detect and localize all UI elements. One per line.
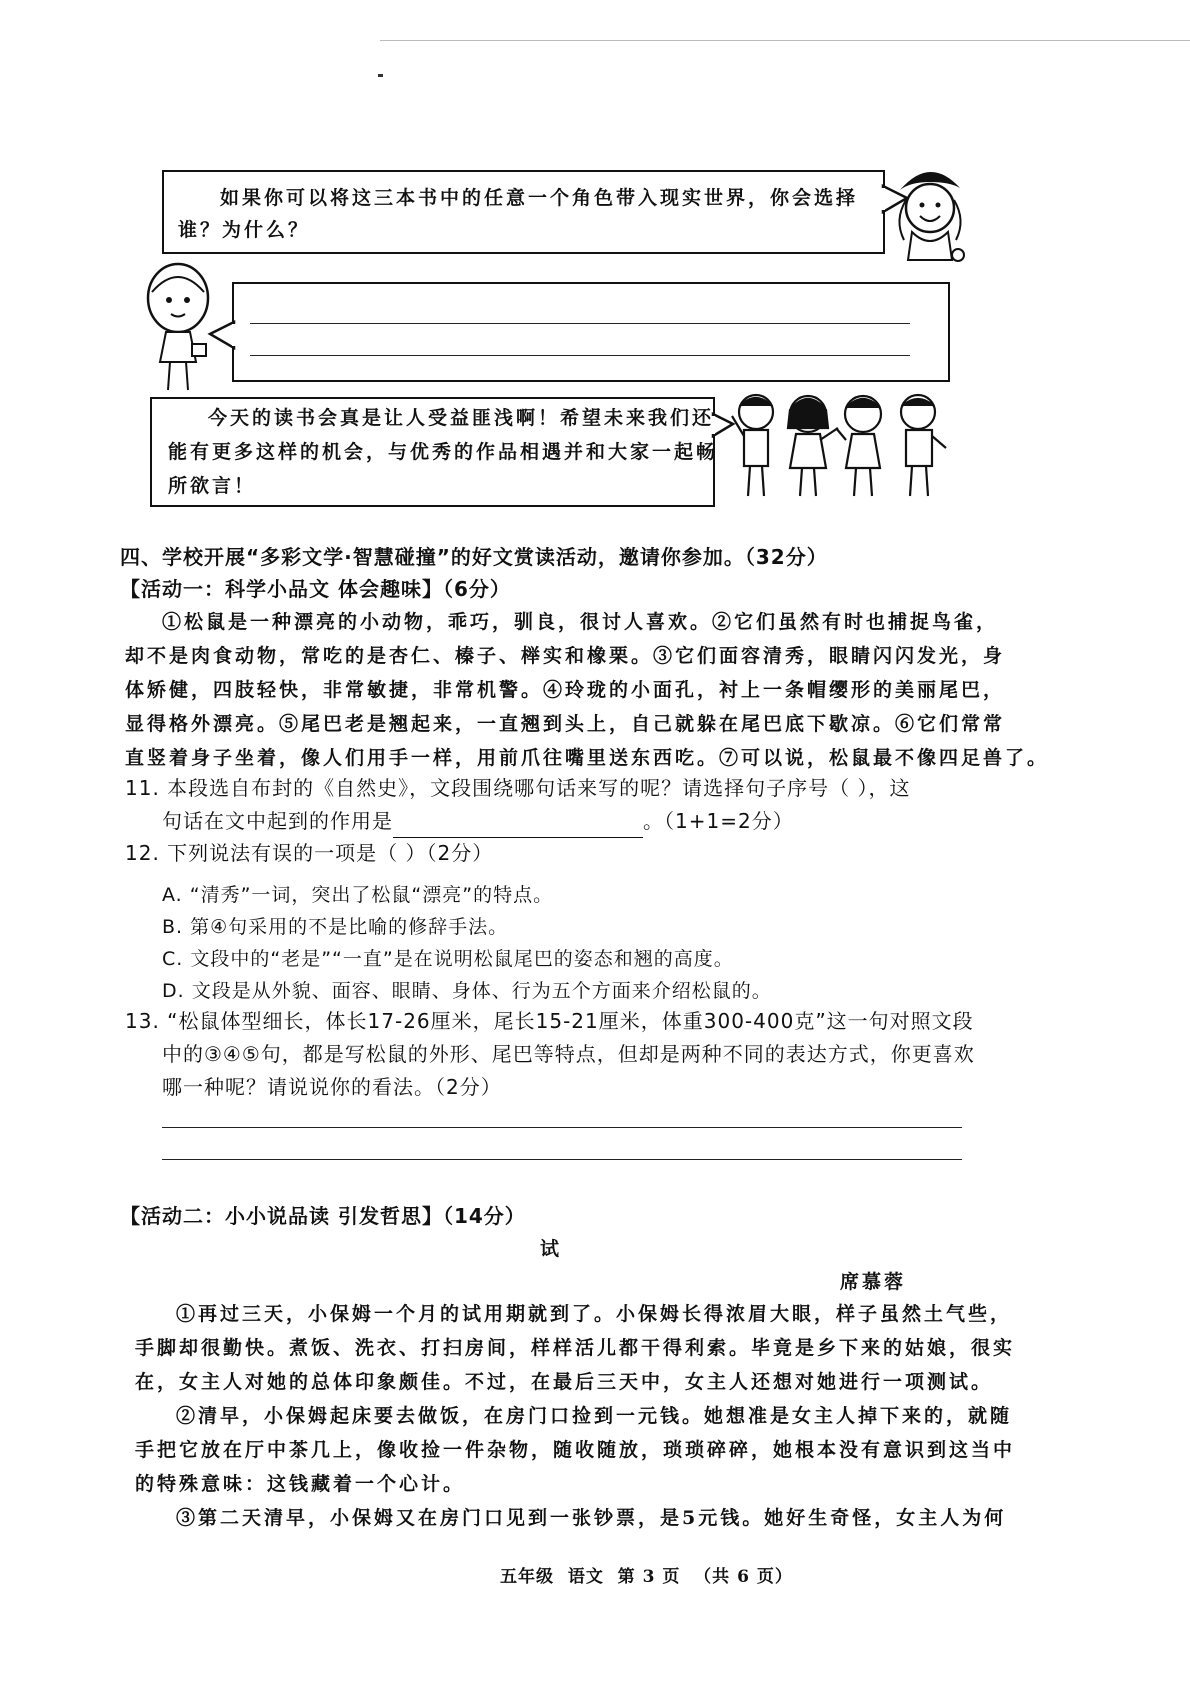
question-11-line2 [162, 805, 794, 838]
question-12-option-b: B. 第④句采用的不是比喻的修辞手法。 [162, 916, 509, 938]
bubble3-line3: 所欲言！ [168, 475, 257, 497]
question-11-answer-blank[interactable] [393, 815, 643, 838]
story-para-line6: 的特殊意味：这钱藏着一个心计。 [135, 1473, 466, 1495]
story-title: 试 [540, 1238, 563, 1260]
question-11-points: 。（1+1=2分） [643, 809, 794, 833]
story-para-line7: ③第二天清早，小保姆又在房门口见到一张钞票，是5元钱。她好生奇怪，女主人为何 [176, 1507, 1007, 1529]
bubble1-line2: 谁？为什么？ [178, 219, 311, 241]
bubble1-line1: 如果你可以将这三本书中的任意一个角色带入现实世界，你会选择 [220, 187, 859, 209]
activity1-para-line3: 体矫健，四肢轻快，非常敏捷，非常机警。④玲珑的小面孔，衬上一条帽缨形的美丽尾巴， [125, 679, 1006, 701]
activity1-para-line4: 显得格外漂亮。⑤尾巴老是翘起来，一直翘到头上，自己就躲在尾巴底下歇凉。⑥它们常常 [125, 713, 1006, 735]
activity1-title: 【活动一：科学小品文 体会趣味】（6分） [120, 577, 511, 601]
bubble-tail-left [208, 318, 238, 354]
story-para-line3: 在，女主人对她的总体印象颇佳。不过，在最后三天中，女主人还想对她进行一项测试。 [135, 1371, 994, 1393]
section4-title: 四、学校开展“多彩文学·智慧碰撞”的好文赏读活动，邀请你参加。（32分） [120, 545, 828, 569]
question-13-line3: 哪一种呢？请说说你的看法。（2分） [162, 1075, 502, 1099]
bubble3-line2: 能有更多这样的机会，与优秀的作品相遇并和大家一起畅 [168, 441, 719, 463]
story-para-line5: 手把它放在厅中茶几上，像收捡一件杂物，随收随放，琐琐碎碎，她根本没有意识到这当中 [135, 1439, 1016, 1461]
story-para-line2: 手脚却很勤快。煮饭、洗衣、打扫房间，样样活儿都干得利索。毕竟是乡下来的姑娘，很实 [135, 1337, 1016, 1359]
question-11-line1: 11. 本段选自布封的《自然史》，文段围绕哪句话来写的呢？请选择句子序号（ ），这 [125, 776, 911, 800]
activity1-para-line5: 直竖着身子坐着，像人们用手一样，用前爪往嘴里送东西吃。⑦可以说，松鼠最不像四足兽了。 [125, 747, 1050, 769]
question-12-option-c: C. 文段中的“老是”“一直”是在说明松鼠尾巴的姿态和翘的高度。 [162, 948, 734, 970]
question-12-option-d: D. 文段是从外貌、面容、眼睛、身体、行为五个方面来介绍松鼠的。 [162, 980, 772, 1002]
activity1-para-line2: 却不是肉食动物，常吃的是杏仁、榛子、榉实和橡栗。③它们面容清秀，眼睛闪闪发光，身 [125, 645, 1006, 667]
question-12-option-a: A. “清秀”一词，突出了松鼠“漂亮”的特点。 [162, 884, 554, 906]
question-13-line1: 13. “松鼠体型细长，体长17-26厘米，尾长15-21厘米，体重300-400克”这一句对照文段 [125, 1009, 974, 1033]
activity1-para-line1: ①松鼠是一种漂亮的小动物，乖巧，驯良，很讨人喜欢。②它们虽然有时也捕捉鸟雀， [162, 611, 999, 633]
top-rule [380, 40, 1190, 41]
question-13-answer-line-1[interactable] [162, 1127, 962, 1128]
question-13-answer-line-2[interactable] [162, 1159, 962, 1160]
story-para-line1: ①再过三天，小保姆一个月的试用期就到了。小保姆长得浓眉大眼，样子虽然土气些， [176, 1303, 1013, 1325]
story-author: 席慕蓉 [840, 1271, 907, 1293]
activity2-title: 【活动二：小小说品读 引发哲思】（14分） [120, 1204, 526, 1228]
page-footer: 五年级 语文 第 3 页 （共 6 页） [500, 1567, 793, 1587]
cartoon-children-group-illustration [728, 388, 953, 500]
answer-line-1[interactable] [250, 323, 910, 324]
speech-bubble-answer [232, 282, 950, 382]
speck [378, 74, 383, 77]
cartoon-girl-cap-illustration [890, 160, 970, 270]
question-13-line2: 中的③④⑤句，都是写松鼠的外形、尾巴等特点，但却是两种不同的表达方式，你更喜欢 [162, 1042, 975, 1066]
bubble3-line1: 今天的读书会真是让人受益匪浅啊！希望未来我们还 [208, 407, 715, 429]
question-12-stem: 12. 下列说法有误的一项是（ ）（2分） [125, 841, 494, 865]
answer-line-2[interactable] [250, 355, 910, 356]
story-para-line4: ②清早，小保姆起床要去做饭，在房门口捡到一元钱。她想准是女主人掉下来的，就随 [176, 1405, 1013, 1427]
question-11-line2-text: 句话在文中起到的作用是 [162, 809, 393, 833]
